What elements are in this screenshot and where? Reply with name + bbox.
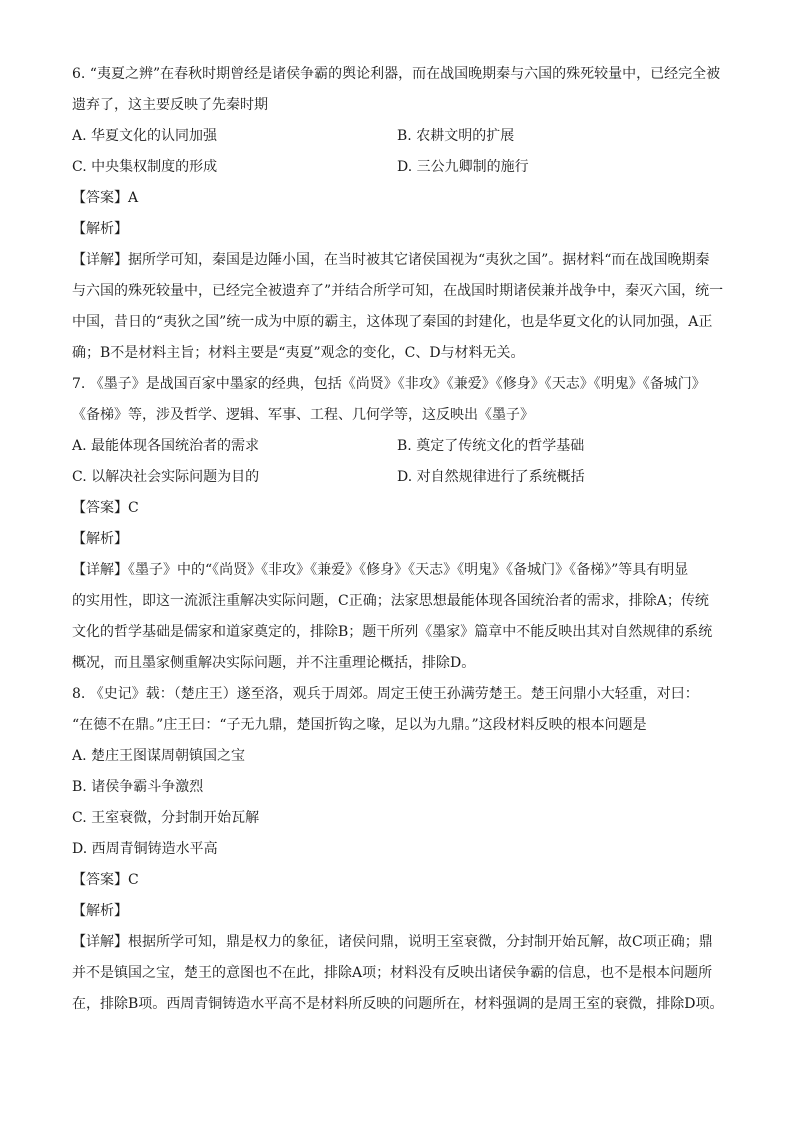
option-d: D. 对自然规律进行了系统概括 xyxy=(397,469,585,485)
detail-line: 在，排除B项。西周青铜铸造水平高不是材料所反映的问题所在，材料强调的是周王室的衰微，排除D项。 xyxy=(72,996,724,1012)
question-stem xyxy=(72,64,732,115)
option-b: B. 诸侯争霸斗争激烈 xyxy=(72,779,204,795)
detail-line: 【详解】根据所学可知，鼎是权力的象征，诸侯问鼎，说明王室衰微，分封制开始瓦解，故C项正确；鼎 xyxy=(72,934,713,950)
question-8 xyxy=(72,684,732,1014)
detail-line: 概况，而且墨家侧重解决实际问题，并不注重理论概括，排除D。 xyxy=(72,655,476,671)
stem-line: “在德不在鼎。”庄王曰：“子无九鼎，楚国折钩之喙，足以为九鼎。”这段材料反映的根本问题是 xyxy=(72,717,647,733)
analysis-label: 【解析】 xyxy=(72,531,128,547)
question-6 xyxy=(72,64,732,363)
detail-line: 中国，昔日的“夷狄之国”统一成为中原的霸主，这体现了秦国的封建化，也是华夏文化的认同加强，A正 xyxy=(72,314,713,330)
answer-label: 【答案】C xyxy=(72,872,139,888)
option-c: C. 以解决社会实际问题为目的 xyxy=(72,469,260,485)
detail-line: 【详解】《墨子》中的“《尚贤》《非攻》《兼爱》《修身》《天志》《明鬼》《备城门》《备梯》”等具有明显 xyxy=(72,562,689,578)
stem-line: 7. 《墨子》是战国百家中墨家的经典，包括《尚贤》《非攻》《兼爱》《修身》《天志》《明鬼》《备城门》 xyxy=(72,376,706,392)
detail-line: 确；B不是材料主旨；材料主要是“夷夏”观念的变化，C、D与材料无关。 xyxy=(72,345,525,361)
question-stem xyxy=(72,684,732,735)
option-b: B. 奠定了传统文化的哲学基础 xyxy=(397,438,585,454)
options-row xyxy=(72,126,732,146)
option-c: C. 王室衰微，分封制开始瓦解 xyxy=(72,810,260,826)
option-a: A. 华夏文化的认同加强 xyxy=(72,128,218,144)
option-b: B. 农耕文明的扩展 xyxy=(397,128,515,144)
detail-line: 并不是镇国之宝，楚王的意图也不在此，排除A项；材料没有反映出诸侯争霸的信息，也不是根本问题所 xyxy=(72,965,713,981)
analysis-label: 【解析】 xyxy=(72,221,128,237)
options-row xyxy=(72,467,732,487)
detail-line: 【详解】据所学可知，秦国是边陲小国，在当时被其它诸侯国视为“夷狄之国”。据材料“而在战国晚期秦 xyxy=(72,252,710,268)
detail-explanation xyxy=(72,560,732,673)
stem-line: 6. “夷夏之辨”在春秋时期曾经是诸侯争霸的舆论利器，而在战国晚期秦与六国的殊死较量中，已经完全被 xyxy=(72,66,721,82)
option-a: A. 最能体现各国统治者的需求 xyxy=(72,438,260,454)
question-7 xyxy=(72,374,732,673)
options-row xyxy=(72,436,732,456)
analysis-label: 【解析】 xyxy=(72,903,128,919)
answer-label: 【答案】C xyxy=(72,500,139,516)
question-stem xyxy=(72,374,732,425)
stem-line: 8. 《史记》载：（楚庄王）遂至洛，观兵于周郊。周定王使王孙满劳楚王。楚王问鼎小大轻重，对曰： xyxy=(72,686,699,702)
detail-explanation xyxy=(72,932,732,1014)
options-row xyxy=(72,157,732,177)
stem-line: 《备梯》等，涉及哲学、逻辑、军事、工程、几何学等，这反映出《墨子》 xyxy=(72,407,534,423)
detail-line: 的实用性，即这一流派注重解决实际问题，C正确；法家思想最能体现各国统治者的需求，排除A；传统 xyxy=(72,593,709,609)
detail-line: 与六国的殊死较量中，已经完全被遗弃了”并结合所学可知，在战国时期诸侯兼并战争中，秦灭六国，统一 xyxy=(72,283,724,299)
option-a: A. 楚庄王图谋周朝镇国之宝 xyxy=(72,748,246,764)
answer-label: 【答案】A xyxy=(72,190,139,206)
option-d: D. 三公九卿制的施行 xyxy=(397,159,529,175)
detail-explanation xyxy=(72,250,732,363)
detail-line: 文化的哲学基础是儒家和道家奠定的，排除B；题干所列《墨家》篇章中不能反映出其对自然规律的系统 xyxy=(72,624,713,640)
option-c: C. 中央集权制度的形成 xyxy=(72,159,218,175)
document-page xyxy=(72,64,732,1025)
option-d: D. 西周青铜铸造水平高 xyxy=(72,841,218,857)
stem-line: 遗弃了，这主要反映了先秦时期 xyxy=(72,97,268,113)
